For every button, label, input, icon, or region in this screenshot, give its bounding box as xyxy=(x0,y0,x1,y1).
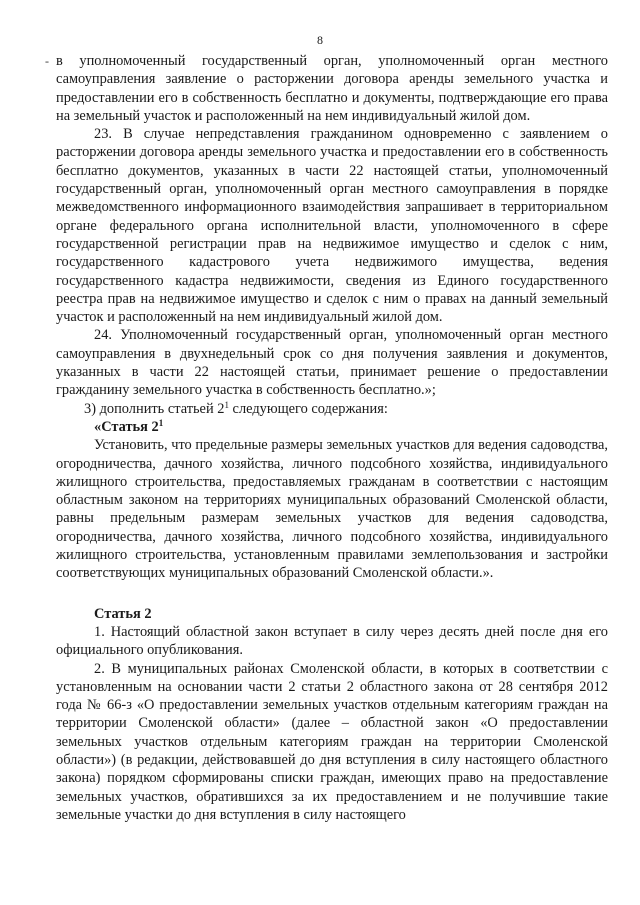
paragraph-23: 23. В случае непредставления гражданином одновременно с заявлением о расторжении договора аренды земельного участка и предоставлении его в собственность бесплатно документов, указанных в части 22 настоящей статьи, уполномоченный государственный орган, уполномоченный орган местного самоуправления в порядке межведомственного информационного взаимодействия запрашивает в территориальном органе федерального органа исполнительной власти, уполномоченного в сфере государственной регистрации прав на недвижимое имущество и сделок с ним, государственного кадастрового учета недвижимого имущества, ведения государственного кадастра недвижимости, сведения из Единого государственного реестра прав на недвижимое имущество и сделок с ним о правах на данный земельный участок и расположенный на нем индивидуальный жилой дом. xyxy=(56,126,608,326)
article-2-1-heading xyxy=(56,418,608,436)
article-2-part-1: 1. Настоящий областной закон вступает в силу через десять дней после дня его официального опубликования. xyxy=(56,623,608,659)
article-2-1-body: Установить, что предельные размеры земельных участков для ведения садоводства, огородничества, дачного хозяйства, личного подсобного хозяйства, индивидуального жилищного строительства, предоставляемых гражданам в соответствии с настоящим областным законом на территориях муниципальных образований Смоленской области, равны предельным размерам земельных участков для ведения садоводства, огородничества, дачного хозяйства, личного подсобного хозяйства, индивидуального жилищного строительства, установленным правилами землепользования и застройки соответствующих муниципальных образований Смоленской области.». xyxy=(56,437,608,582)
amendment-item-3-tail: следующего содержания: xyxy=(228,400,388,417)
amendment-item-3-text: 3) дополнить статьей 2 xyxy=(84,400,225,417)
amendment-item-3-sup: 1 xyxy=(224,399,229,410)
paragraph-24: 24. Уполномоченный государственный орган, уполномоченный орган местного самоуправления в двухнедельный срок со дня получения заявления и документов, указанных в части 22 настоящей статьи, принимает решение о предоставлении гражданину земельного участка в собственность бесплатно.»; xyxy=(56,327,608,399)
stray-mark: - xyxy=(45,54,49,68)
article-2-1-heading-text: «Статья 2 xyxy=(94,418,159,435)
paragraph-continuation: в уполномоченный государственный орган, уполномоченный орган местного самоуправления заявление о расторжении договора аренды земельного участка и предоставлении его в собственность бесплатно и документы, подтверждающие его права на земельный участок и расположенный на нем индивидуальный жилой дом. xyxy=(56,53,608,124)
page-number: 8 xyxy=(317,33,323,47)
amendment-item-3 xyxy=(56,400,608,418)
article-2-part-2: 2. В муниципальных районах Смоленской области, в которых в соответствии с установленным на основании части 2 статьи 2 областного закона от 28 сентября 2012 года № 66-з «О предоставлении земельных участков отдельным категориям граждан на территории Смоленской области» (далее – областной закон «О предоставлении земельных участков отдельным категориям граждан на территории Смоленской области») (в редакции, действовавшей до дня вступления в силу настоящего областного закона) порядком сформированы списки граждан, имеющих право на предоставление земельных участков, обратившихся за их предоставлением и не получившие такие земельные участки до дня вступления в силу настоящего xyxy=(56,660,608,823)
document-body xyxy=(56,52,608,824)
article-2-1-heading-sup: 1 xyxy=(158,417,164,428)
article-2-heading: Статья 2 xyxy=(94,605,152,622)
section-gap xyxy=(56,583,608,605)
